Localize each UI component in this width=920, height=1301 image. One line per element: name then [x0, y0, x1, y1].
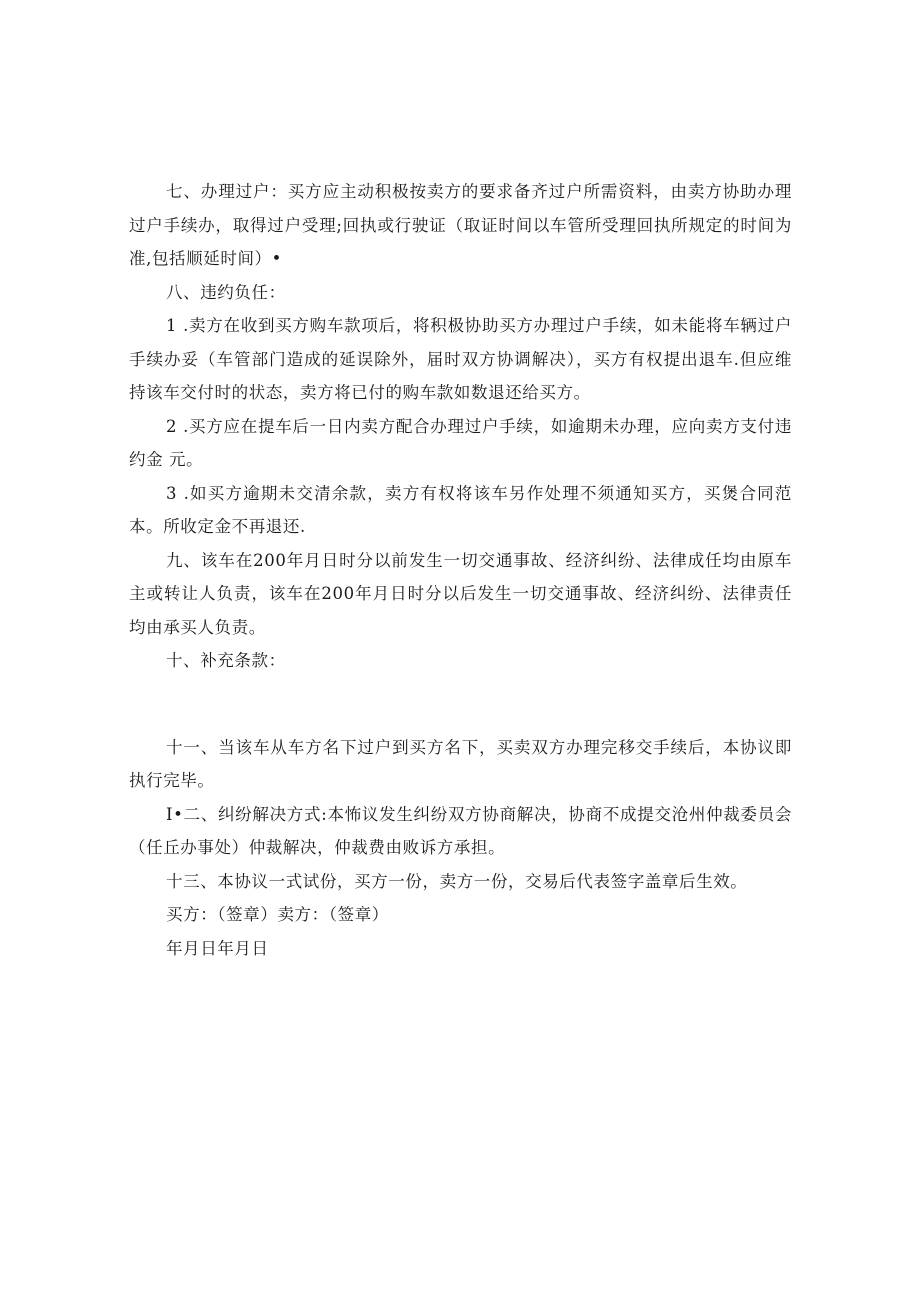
blank-space: [129, 678, 792, 731]
clause-8-heading: 八、违约负任：: [166, 282, 286, 302]
clause-11-completion: 十一、当该车从车方名下过户到买方名下，买卖双方办理完移交手续后，本协议即执行完毕。: [129, 737, 792, 790]
clause-13-copies: 十三、本协议一式试份，买方一份，卖方一份，交易后代表签字盖章后生效。: [166, 871, 748, 891]
date-line: 年月日年月日: [166, 938, 269, 958]
document-body: [129, 175, 792, 965]
clause-8-item-1: 1 .卖方在收到买方购车款项后，将积极协助买方办理过户手续，如未能将车辆过户手续办妥（车管部门造成的延误除外，届时双方协调解决），买方有权提出退车.但应维持该车交付时的状态，卖方将已付的购车款如数退还给买方。: [129, 316, 792, 402]
signature-line: 买方：（签章）卖方：（签章）: [166, 905, 389, 924]
clause-8-item-2: 2 .买方应在提车后一日内卖方配合办理过户手续，如逾期未办理，应向卖方支付违约金 元。: [129, 416, 792, 469]
clause-7-transfer: 七、办理过户：买方应主动积极按卖方的要求备齐过户所需资料，由卖方协助办理过户手续办，取得过户受理;回执或行驶证（取证时间以车管所受理回执所规定的时间为准,包括顺延时间）•: [129, 182, 792, 268]
clause-8-item-3: 3 .如买方逾期未交清余款，卖方有权将该车另作处理不须通知买方，买煲合同范本。所收定金不再退还.: [129, 483, 792, 536]
clause-12-dispute: I•二、纠纷解决方式:本怖议发生纠纷双方协商解决，协商不成提交沧州仲裁委员会（任丘办事处）仲裁解决，仲裁费由败诉方承担。: [129, 804, 792, 857]
clause-9-liability: 九、该车在200年月日时分以前发生一切交通事故、经济纠纷、法律成任均由原车主或转让人负责，该车在200年月日时分以后发生一切交通事故、经济纠纷、法律责任均由承买人负责。: [129, 550, 792, 637]
clause-10-heading: 十、补充条款：: [166, 651, 286, 670]
